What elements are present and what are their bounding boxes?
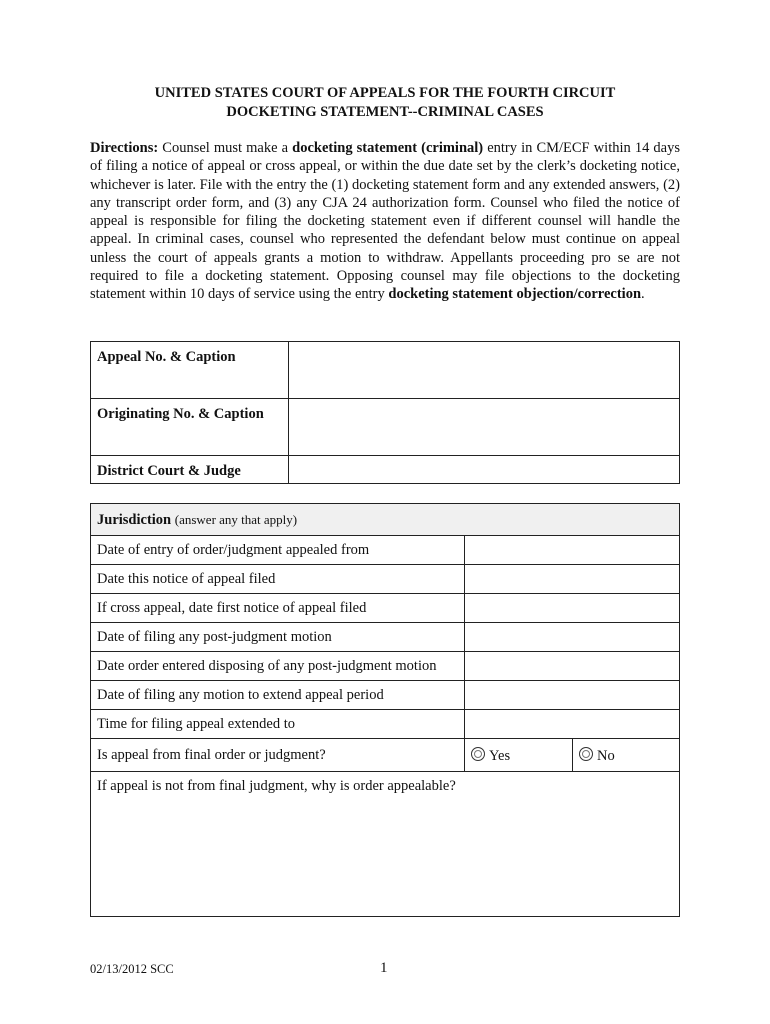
directions-text-2: entry in CM/ECF within 14 days of filing a notice of appeal or cross appeal, or within the due date set by the clerk’s docketing notice, whichever is later. File with the entry the (1) docketing statement form and any extended answers, (2) any transcript order form, and (3) any CJA 24 authorization form. Counsel who filed the notice of appeal is responsible for filing the docketing statement even if different counsel will handle the appeal. In criminal cases, counsel who represented the defendant below must continue on appeal unless the court of appeals grants a motion to withdraw. Appellants proceeding pro se are not required to file a docketing statement. Opposing counsel may file objections to the docketing statement within 10 days of service using the entry xyxy=(90,140,680,303)
district-field[interactable] xyxy=(289,456,679,483)
appeal-label: Appeal No. & Caption xyxy=(91,342,289,398)
no-label: No xyxy=(597,748,615,764)
jurisdiction-question: If cross appeal, date first notice of appeal filed xyxy=(91,594,465,622)
jurisdiction-question: Date order entered disposing of any post-judgment motion xyxy=(91,652,465,680)
final-order-row xyxy=(91,739,679,772)
no-radio-icon[interactable] xyxy=(579,747,593,761)
jurisdiction-row xyxy=(91,652,679,681)
jurisdiction-question: Date of filing any post-judgment motion xyxy=(91,623,465,651)
appealability-field[interactable] xyxy=(91,772,679,916)
jurisdiction-answer-field[interactable] xyxy=(465,652,679,680)
form-heading xyxy=(90,84,680,122)
jurisdiction-row xyxy=(91,594,679,623)
district-label: District Court & Judge xyxy=(91,456,289,483)
appeal-row xyxy=(91,342,679,399)
jurisdiction-row xyxy=(91,565,679,594)
jurisdiction-answer-field[interactable] xyxy=(465,623,679,651)
district-row xyxy=(91,456,679,483)
final-order-question: Is appeal from final order or judgment? xyxy=(91,739,465,771)
jurisdiction-row xyxy=(91,623,679,652)
directions-text-1: Counsel must make a xyxy=(158,140,293,156)
jurisdiction-question: Date of filing any motion to extend appeal period xyxy=(91,681,465,709)
form-code: 02/13/2012 SCC xyxy=(90,962,174,976)
appeal-field[interactable] xyxy=(289,342,679,398)
jurisdiction-header xyxy=(91,504,679,536)
page-number: 1 xyxy=(380,960,388,976)
jurisdiction-answer-field[interactable] xyxy=(465,565,679,593)
jurisdiction-row xyxy=(91,710,679,739)
jurisdiction-note: (answer any that apply) xyxy=(174,512,298,527)
yes-radio-icon[interactable] xyxy=(471,747,485,761)
no-option[interactable] xyxy=(573,739,679,771)
court-title: UNITED STATES COURT OF APPEALS FOR THE FOURTH CIRCUIT xyxy=(154,85,616,101)
jurisdiction-answer-field[interactable] xyxy=(465,594,679,622)
jurisdiction-answer-field[interactable] xyxy=(465,536,679,564)
jurisdiction-table xyxy=(90,503,680,917)
jurisdiction-row xyxy=(91,681,679,710)
jurisdiction-answer-field[interactable] xyxy=(465,681,679,709)
directions-bold-1: docketing statement (criminal) xyxy=(292,140,484,156)
directions-text-3: . xyxy=(641,286,645,303)
originating-row xyxy=(91,399,679,456)
yes-label: Yes xyxy=(489,748,511,764)
directions-label: Directions: xyxy=(90,140,159,156)
case-info-table xyxy=(90,341,680,484)
jurisdiction-title: Jurisdiction xyxy=(97,512,172,528)
directions-paragraph xyxy=(90,139,680,304)
jurisdiction-question: Date of entry of order/judgment appealed from xyxy=(91,536,465,564)
appealability-question: If appeal is not from final judgment, why is order appealable? xyxy=(97,778,456,794)
form-title: DOCKETING STATEMENT--CRIMINAL CASES xyxy=(226,104,544,120)
jurisdiction-question: Date this notice of appeal filed xyxy=(91,565,465,593)
originating-label: Originating No. & Caption xyxy=(91,399,289,455)
yes-option[interactable] xyxy=(465,739,573,771)
jurisdiction-question: Time for filing appeal extended to xyxy=(91,710,465,738)
jurisdiction-answer-field[interactable] xyxy=(465,710,679,738)
jurisdiction-row xyxy=(91,536,679,565)
originating-field[interactable] xyxy=(289,399,679,455)
directions-bold-2: docketing statement objection/correction xyxy=(388,286,642,303)
